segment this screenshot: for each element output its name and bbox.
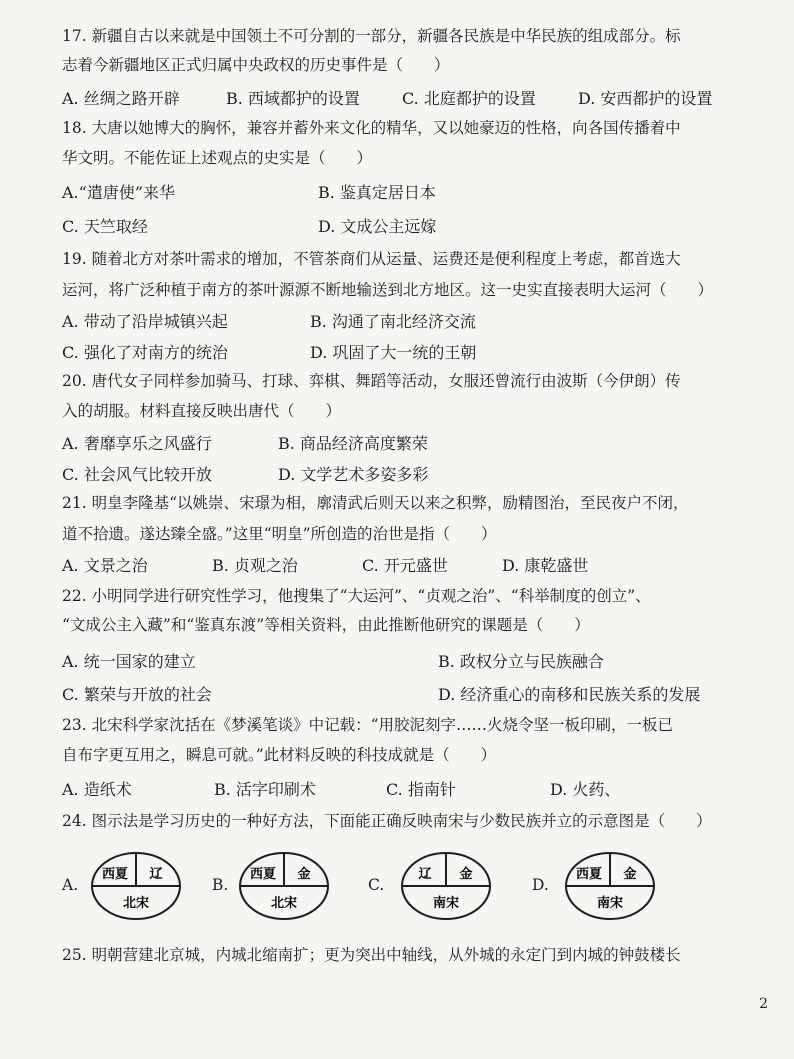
q20-stem-line-1: 20. 唐代女子同样参加骑马、打球、弈棋、舞蹈等活动，女服还曾流行由波斯（今伊朗）传	[62, 372, 681, 390]
q23-option-d: D. 火药、	[550, 780, 621, 799]
q20-option-a: A. 奢靡享乐之风盛行	[62, 434, 212, 453]
q17-option-d: D. 安西都护的设置	[578, 89, 713, 108]
q19-option-d: D. 巩固了大一统的王朝	[310, 343, 477, 362]
q25-stem-line-1: 25. 明朝营建北京城，内城北缩南扩；更为突出中轴线，从外城的永定门到内城的钟鼓楼长	[62, 946, 681, 964]
diagram-d-top-right: 金	[623, 867, 637, 882]
q22-option-d: D. 经济重心的南移和民族关系的发展	[438, 685, 701, 704]
q21-option-a: A. 文景之治	[62, 556, 148, 575]
q21-option-b: B. 贞观之治	[212, 556, 298, 575]
q18-option-d: D. 文成公主远嫁	[318, 217, 437, 236]
q23-option-a: A. 造纸术	[62, 780, 132, 799]
diagram-c-top-right: 金	[459, 867, 473, 882]
q21-stem-line-1: 21. 明皇李隆基“以姚崇、宋璟为相，廓清武后则天以来之积弊，励精图治，至民夜户不闭，	[62, 494, 689, 512]
q21-option-d: D. 康乾盛世	[502, 556, 589, 575]
q18-stem-line-1: 18. 大唐以她博大的胸怀，兼容并蓄外来文化的精华，又以她豪迈的性格，向各国传播着中	[62, 119, 681, 137]
q17-stem-line-2: 志着今新疆地区正式归属中央政权的历史事件是（ ）	[62, 56, 450, 74]
q24-option-c-letter: C.	[368, 876, 385, 894]
q19-option-a: A. 带动了沿岸城镇兴起	[62, 312, 228, 331]
diagram-d-bottom: 南宋	[596, 896, 624, 911]
q23-stem-line-2: 自布字更互用之，瞬息可就。”此材料反映的科技成就是（ ）	[62, 746, 497, 764]
diagram-b-bottom: 北宋	[270, 896, 298, 911]
q23-option-c: C. 指南针	[386, 780, 456, 799]
q24-option-a-letter: A.	[62, 876, 79, 894]
q18-stem-line-2: 华文明。不能佐证上述观点的史实是（ ）	[62, 149, 373, 167]
q20-option-c: C. 社会风气比较开放	[62, 465, 212, 484]
q19-option-c: C. 强化了对南方的统治	[62, 343, 228, 362]
q17-stem-line-1: 17. 新疆自古以来就是中国领土不可分割的一部分，新疆各民族是中华民族的组成部分。标	[62, 27, 681, 45]
q20-stem-line-2: 入的胡服。材料直接反映出唐代（ ）	[62, 402, 342, 420]
q24-option-d-letter: D.	[532, 876, 549, 894]
diagram-a-top-left: 西夏	[101, 867, 129, 882]
diagram-c-top-left: 辽	[418, 867, 432, 882]
q23-option-b: B. 活字印刷术	[214, 780, 316, 799]
diagram-d-top-left: 西夏	[575, 867, 603, 882]
q18-option-b: B. 鉴真定居日本	[318, 183, 436, 202]
q23-stem-line-1: 23. 北宋科学家沈括在《梦溪笔谈》中记载：“用胶泥刻字……火烧令坚一板印刷，一板已	[62, 716, 674, 734]
q22-option-c: C. 繁荣与开放的社会	[62, 685, 212, 704]
diagram-a-bottom: 北宋	[122, 896, 150, 911]
q24-stem-line-1: 24. 图示法是学习历史的一种好方法，下面能正确反映南宋与少数民族并立的示意图是（ ）	[62, 812, 712, 830]
q24-diagram-b	[238, 851, 330, 921]
page-number: 2	[759, 996, 768, 1012]
q17-option-c: C. 北庭都护的设置	[402, 89, 536, 108]
q17-option-a: A. 丝绸之路开辟	[62, 89, 180, 108]
q19-stem-line-1: 19. 随着北方对茶叶需求的增加，不管茶商们从运量、运费还是便利程度上考虑，都首选大	[62, 250, 681, 268]
q20-option-b: B. 商品经济高度繁荣	[278, 434, 428, 453]
q18-option-c: C. 天竺取经	[62, 217, 148, 236]
q18-option-a: A.“遣唐使”来华	[62, 183, 176, 202]
diagram-b-top-right: 金	[297, 867, 311, 882]
q22-stem-line-2: “文成公主入藏”和“鉴真东渡”等相关资料，由此推断他研究的课题是（ ）	[62, 616, 590, 634]
q22-option-b: B. 政权分立与民族融合	[438, 652, 604, 671]
q24-option-b-letter: B.	[212, 876, 229, 894]
q19-option-b: B. 沟通了南北经济交流	[310, 312, 476, 331]
q21-stem-line-2: 道不拾遗。遂达臻全盛。”这里“明皇”所创造的治世是指（ ）	[62, 525, 497, 543]
q24-diagram-d	[564, 851, 656, 921]
q19-stem-line-2: 运河，将广泛种植于南方的茶叶源源不断地输送到北方地区。这一史实直接表明大运河（ ）	[62, 281, 714, 299]
q22-option-a: A. 统一国家的建立	[62, 652, 196, 671]
diagram-b-top-left: 西夏	[249, 867, 277, 882]
q17-option-b: B. 西域都护的设置	[226, 89, 360, 108]
diagram-a-top-right: 辽	[149, 867, 163, 882]
q21-option-c: C. 开元盛世	[362, 556, 448, 575]
q20-option-d: D. 文学艺术多姿多彩	[278, 465, 429, 484]
q22-stem-line-1: 22. 小明同学进行研究性学习，他搜集了“大运河”、“贞观之治”、“科举制度的创立”、	[62, 587, 651, 605]
q24-diagram-c	[400, 851, 492, 921]
q24-diagram-a	[90, 851, 182, 921]
diagram-c-bottom: 南宋	[432, 896, 460, 911]
